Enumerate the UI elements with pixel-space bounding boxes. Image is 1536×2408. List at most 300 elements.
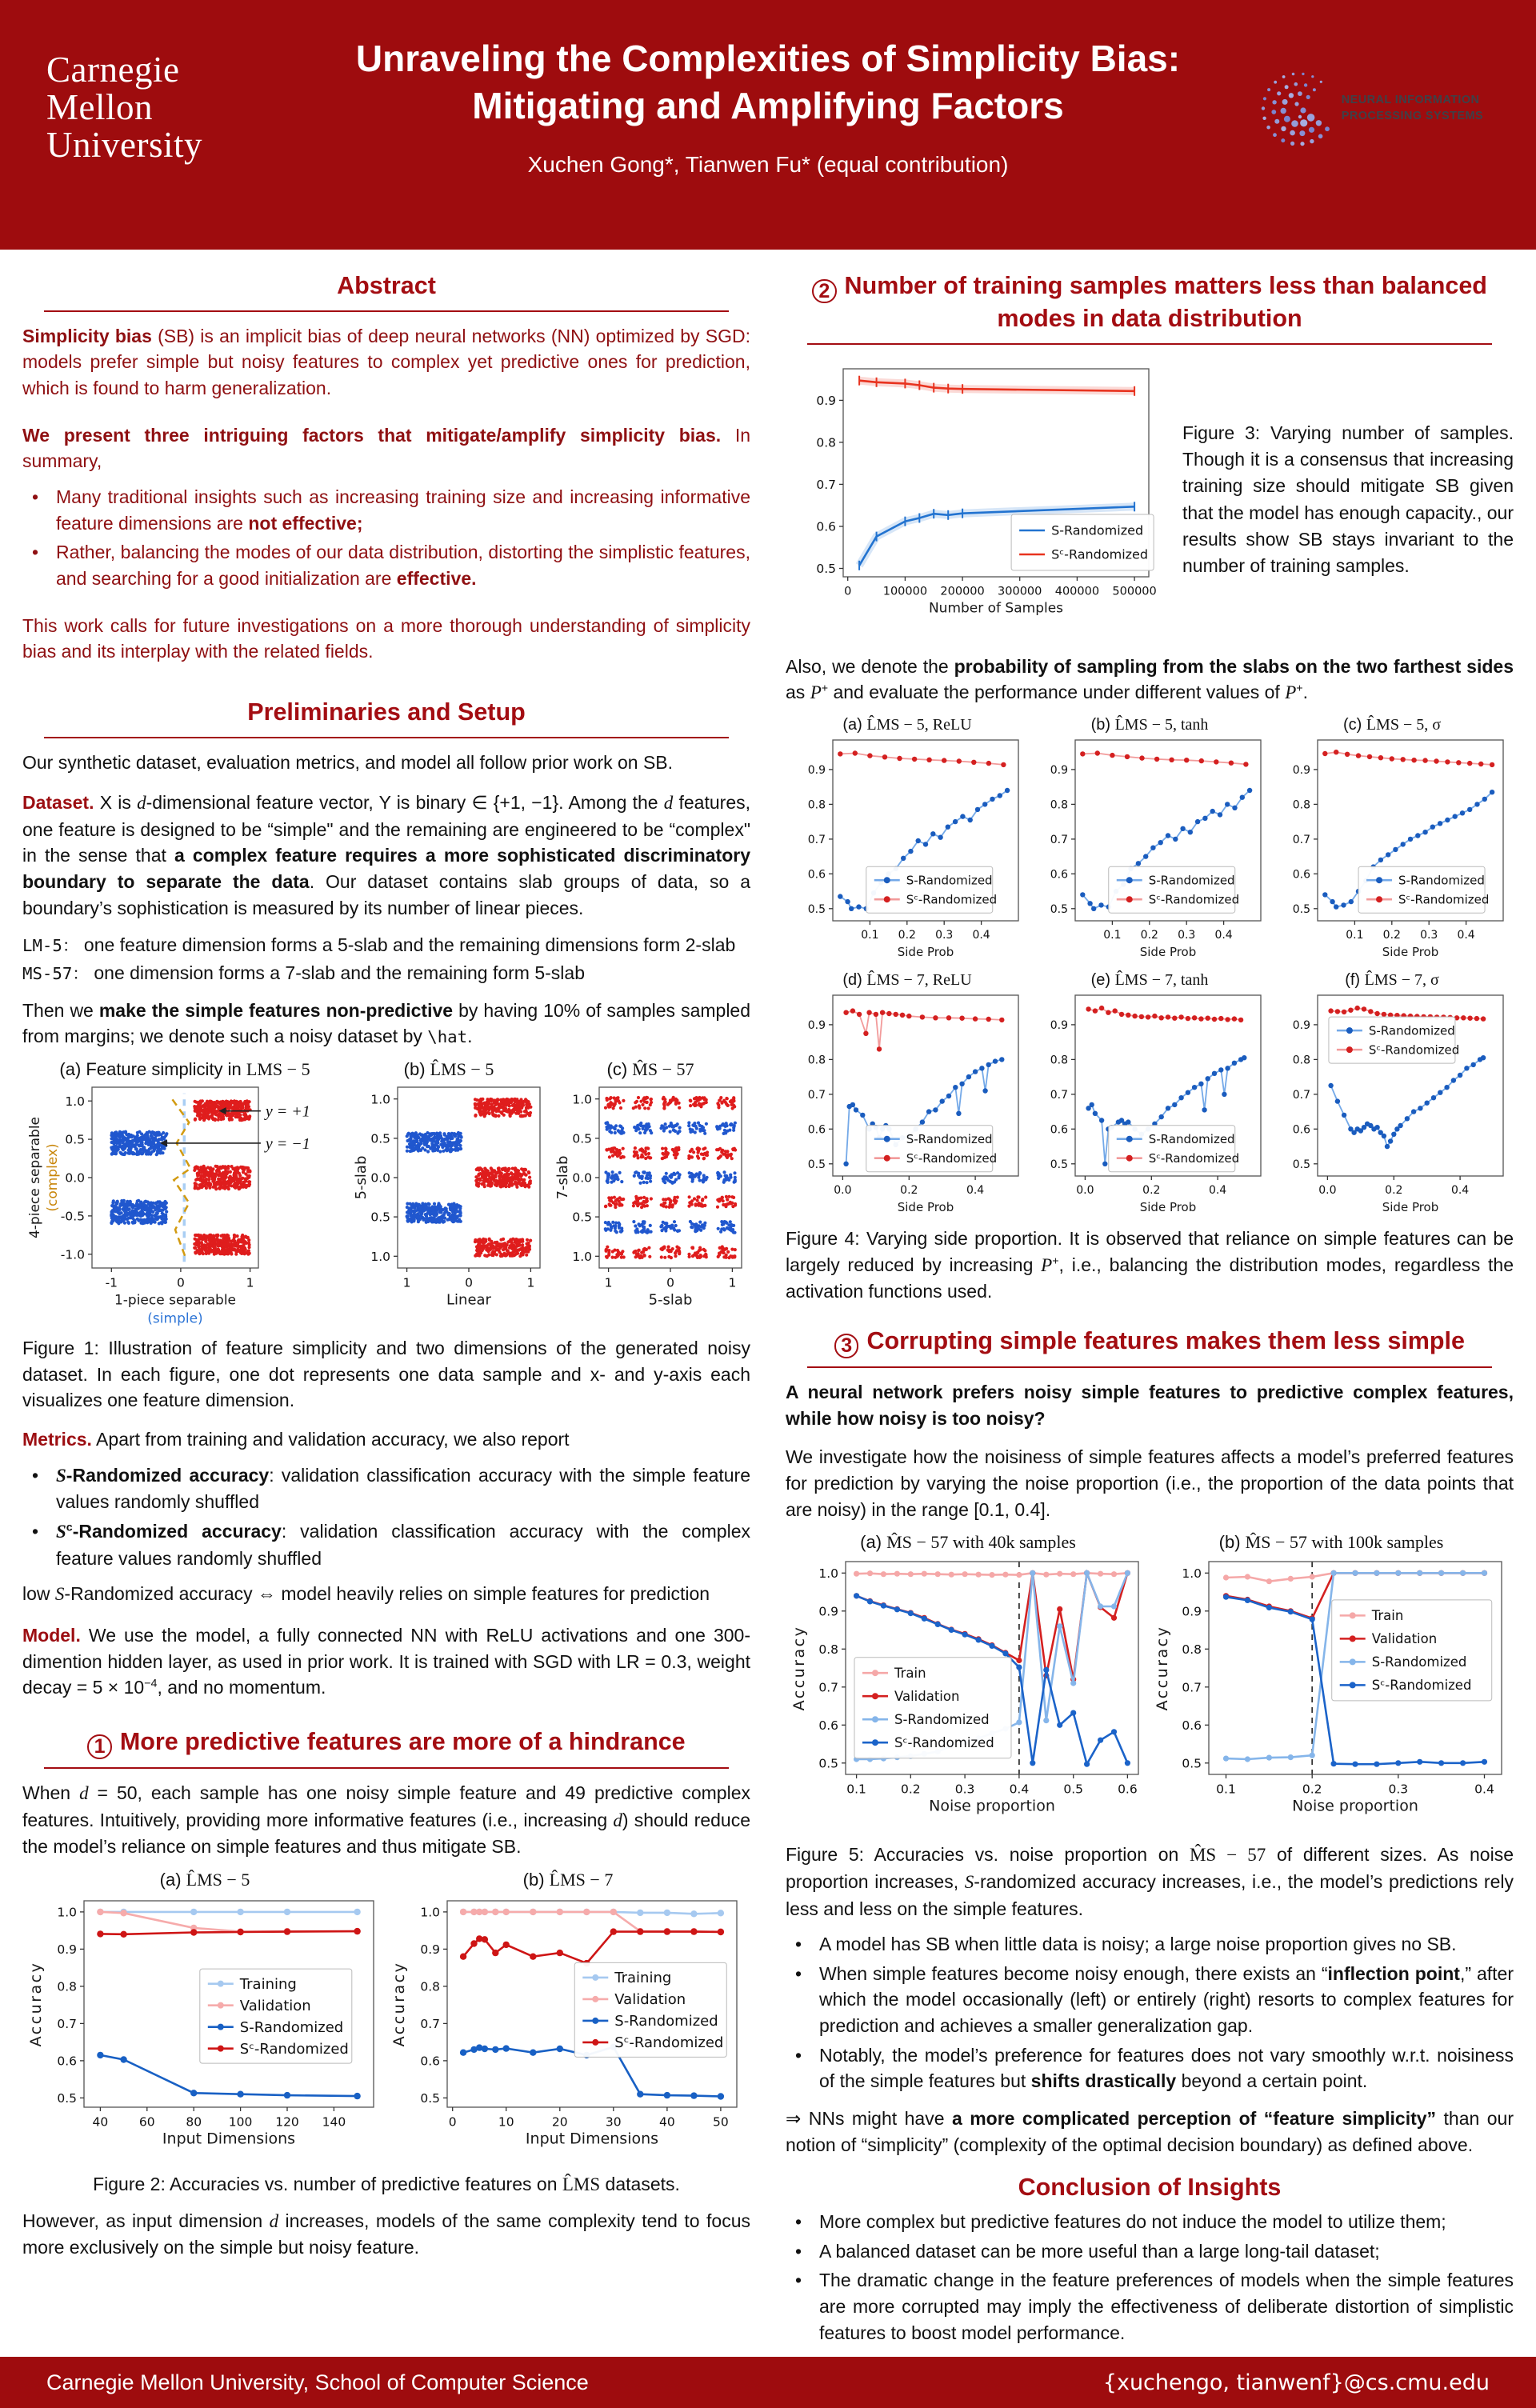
svg-text:0.4: 0.4 xyxy=(1450,1183,1470,1197)
svg-text:S-Randomized: S-Randomized xyxy=(1371,1654,1467,1670)
svg-text:1: 1 xyxy=(402,1275,411,1290)
svg-text:5-slab: 5-slab xyxy=(648,1291,693,1309)
conclusion-heading: Conclusion of Insights xyxy=(1018,2174,1282,2202)
svg-text:1: 1 xyxy=(728,1275,737,1290)
prelim-nonpredictive: Then we make the simple features non-predictive by having 10% of samples sampled from margins; we denote such a noisy dataset by \hat. xyxy=(22,999,751,1047)
svg-text:Train: Train xyxy=(894,1666,926,1682)
svg-text:0.5: 0.5 xyxy=(370,1210,390,1225)
svg-text:0.6: 0.6 xyxy=(1050,1123,1068,1137)
figure2a-title: (a) L̂MS − 5 xyxy=(159,1869,250,1890)
svg-text:0.7: 0.7 xyxy=(816,477,836,492)
figure4a-title: (a) L̂MS − 5, ReLU xyxy=(842,715,972,734)
svg-text:0.0: 0.0 xyxy=(1318,1183,1337,1197)
svg-text:Sᶜ-Randomized: Sᶜ-Randomized xyxy=(1371,1678,1472,1694)
divider xyxy=(44,1767,728,1769)
svg-text:0.6: 0.6 xyxy=(816,519,836,534)
svg-text:y = −1: y = −1 xyxy=(265,1134,310,1153)
svg-text:0.7: 0.7 xyxy=(1292,833,1310,846)
figure1c-title: (c) M̂S − 57 xyxy=(606,1059,694,1080)
svg-text:0.2: 0.2 xyxy=(1142,1183,1161,1197)
conclusion-bullets xyxy=(786,2209,1514,2346)
section1-heading-text: More predictive features are more of a hindrance xyxy=(119,1727,686,1755)
svg-text:0.9: 0.9 xyxy=(1050,763,1068,777)
figure5 xyxy=(786,1532,1514,1832)
footer xyxy=(0,2357,1536,2408)
svg-text:Side Prob: Side Prob xyxy=(897,1199,954,1214)
figure4c xyxy=(1274,716,1510,964)
abstract-bullet: • Many traditional insights such as increasing training size and increasing informative feature dimensions are not effective; xyxy=(22,484,750,536)
abstract-body xyxy=(22,323,750,665)
svg-text:0.9: 0.9 xyxy=(807,1018,826,1032)
svg-text:0.4: 0.4 xyxy=(1208,1183,1227,1197)
conclusion-bullet: • The dramatic change in the feature preferences of models when the simple features are more corrupted may imply the effectiveness of deliberate distortion of simplistic features to boost model performance. xyxy=(786,2267,1514,2346)
svg-text:0.5: 0.5 xyxy=(807,902,826,916)
svg-text:Validation: Validation xyxy=(1371,1631,1438,1647)
svg-text:0.2: 0.2 xyxy=(1302,1782,1322,1797)
figure4 xyxy=(786,716,1514,1219)
svg-text:S-Randomized: S-Randomized xyxy=(1148,873,1235,888)
svg-text:0.5: 0.5 xyxy=(1182,1756,1202,1771)
figure4d-chart xyxy=(790,990,1025,1219)
section1-heading xyxy=(22,1726,750,1759)
prelim-intro: Our synthetic dataset, evaluation metrics, and model all follow prior work on SB. xyxy=(22,751,674,773)
section3-bullets xyxy=(786,1931,1514,2094)
neurips-logo-text xyxy=(1342,92,1483,125)
svg-text:1-piece separable: 1-piece separable xyxy=(114,1292,237,1309)
svg-text:0.6: 0.6 xyxy=(1118,1782,1138,1797)
svg-text:300000: 300000 xyxy=(998,585,1042,598)
side-prob-paragraph: Also, we denote the probability of sampling from the slabs on the two farthest sides as P+ and evaluate the performance under different values of P+. xyxy=(786,655,1514,703)
divider xyxy=(807,343,1491,345)
svg-text:0.6: 0.6 xyxy=(420,2054,440,2069)
svg-text:1.0: 1.0 xyxy=(370,1249,390,1264)
svg-text:0.3: 0.3 xyxy=(954,1782,975,1797)
figure1b xyxy=(351,1059,546,1330)
svg-text:0.9: 0.9 xyxy=(818,1604,838,1619)
svg-text:80: 80 xyxy=(186,2114,202,2130)
svg-text:1.0: 1.0 xyxy=(420,1905,440,1920)
svg-text:Training: Training xyxy=(239,1975,297,1993)
figure4f xyxy=(1274,971,1510,1219)
svg-text:Side Prob: Side Prob xyxy=(897,944,954,959)
section2-heading-text: Number of training samples matters less than balanced modes in data distribution xyxy=(844,272,1487,332)
svg-text:Sᶜ-Randomized: Sᶜ-Randomized xyxy=(906,892,998,907)
abstract-bullets xyxy=(22,484,750,592)
svg-text:500000: 500000 xyxy=(1112,585,1157,598)
svg-text:0.2: 0.2 xyxy=(900,1183,918,1197)
svg-text:Validation: Validation xyxy=(894,1689,960,1705)
svg-text:0.3: 0.3 xyxy=(935,928,954,942)
svg-text:0.1: 0.1 xyxy=(1103,928,1122,942)
svg-text:0.9: 0.9 xyxy=(816,393,836,408)
svg-text:30: 30 xyxy=(605,2114,622,2130)
svg-text:0.5: 0.5 xyxy=(57,2090,77,2106)
figure4d xyxy=(790,971,1025,1219)
svg-text:Noise proportion: Noise proportion xyxy=(1292,1797,1418,1815)
metrics-lead: Metrics. Apart from training and validation accuracy, we also report xyxy=(22,1429,570,1450)
svg-text:0.6: 0.6 xyxy=(1182,1718,1202,1734)
footer-affiliation: Carnegie Mellon University, School of Computer Science xyxy=(46,2370,589,2394)
svg-text:100000: 100000 xyxy=(882,585,928,598)
svg-text:400000: 400000 xyxy=(1054,585,1100,598)
figure4b-title: (b) L̂MS − 5, tanh xyxy=(1090,715,1209,734)
svg-text:0.5: 0.5 xyxy=(420,2090,440,2106)
figure4-caption: Figure 4: Varying side proportion. It is observed that reliance on simple features can be largely reduced by increasing P+, i.e., balancing the distribution modes, regardless the activation functions used. xyxy=(786,1227,1514,1302)
svg-text:1.0: 1.0 xyxy=(572,1249,592,1264)
poster-title-line2: Mitigating and Amplifying Factors xyxy=(472,84,1064,126)
model-paragraph: Model. We use the model, a fully connected NN with ReLU activations and one 300-dimention hidden layer, as used in prior work. It is trained with SGD with LR = 0.3, weight decay = $5 \times 10^{-4}$, and no momentum. xyxy=(22,1624,750,1698)
svg-text:0.6: 0.6 xyxy=(818,1718,838,1734)
divider xyxy=(807,1366,1491,1368)
figure2 xyxy=(22,1870,750,2166)
svg-text:Number of Samples: Number of Samples xyxy=(928,600,1064,617)
prelim-heading: Preliminaries and Setup xyxy=(247,698,526,726)
svg-text:0.1: 0.1 xyxy=(861,928,879,942)
svg-text:0.9: 0.9 xyxy=(420,1942,440,1957)
left-column xyxy=(22,254,750,2354)
figure2-caption: Figure 2: Accuracies vs. number of predictive features on L̂MS datasets. xyxy=(93,2173,680,2194)
svg-text:0.9: 0.9 xyxy=(807,763,826,777)
abstract-p1: Simplicity bias (SB) is an implicit bias of deep neural networks (NN) optimized by SGD: models prefer simple but noisy features to complex yet predictive ones for prediction, which is found to harm generalization. xyxy=(22,325,750,398)
svg-text:1.0: 1.0 xyxy=(370,1092,390,1107)
figure4f-chart xyxy=(1274,990,1510,1219)
svg-text:0.6: 0.6 xyxy=(807,868,826,882)
svg-text:0.8: 0.8 xyxy=(1050,798,1068,812)
svg-text:Accuracy: Accuracy xyxy=(390,1961,408,2047)
cmu-logo-line: University xyxy=(46,124,202,165)
figure2b-chart xyxy=(390,1891,746,2166)
svg-text:Sᶜ-Randomized: Sᶜ-Randomized xyxy=(1148,1150,1240,1166)
svg-text:Linear: Linear xyxy=(446,1291,491,1309)
svg-text:0.2: 0.2 xyxy=(1385,1183,1403,1197)
section3-heading xyxy=(786,1326,1514,1358)
svg-text:40: 40 xyxy=(659,2114,675,2130)
svg-text:0.8: 0.8 xyxy=(816,435,836,450)
svg-text:S-Randomized: S-Randomized xyxy=(894,1712,990,1728)
metrics-bullet: • $S^c$-Randomized accuracy: validation classification accuracy with the complex feature values randomly shuffled xyxy=(22,1518,750,1571)
svg-text:0.8: 0.8 xyxy=(57,1979,77,1994)
authors: Xuchen Gong*, Tianwen Fu* (equal contribution) xyxy=(527,151,1009,177)
svg-text:(complex): (complex) xyxy=(45,1143,61,1212)
figure1a-chart xyxy=(25,1081,345,1330)
figure2a-chart xyxy=(26,1891,383,2166)
svg-text:Validation: Validation xyxy=(614,1991,686,2009)
conclusion-bullet: • A balanced dataset can be more useful than a large long-tail dataset; xyxy=(786,2238,1514,2265)
figure4d-title: (d) L̂MS − 7, ReLU xyxy=(842,970,972,989)
figure1c xyxy=(553,1059,748,1330)
header xyxy=(0,0,1536,250)
svg-text:1: 1 xyxy=(246,1275,254,1290)
svg-text:60: 60 xyxy=(138,2114,155,2130)
svg-text:20: 20 xyxy=(551,2114,568,2130)
right-column xyxy=(786,254,1514,2354)
svg-text:Sᶜ-Randomized: Sᶜ-Randomized xyxy=(614,2034,724,2052)
svg-text:0.0: 0.0 xyxy=(834,1183,852,1197)
svg-text:0.8: 0.8 xyxy=(1292,798,1310,812)
svg-text:0.4: 0.4 xyxy=(1457,928,1475,942)
svg-text:1: 1 xyxy=(604,1275,613,1290)
figure2b xyxy=(390,1870,746,2166)
svg-text:0.0: 0.0 xyxy=(370,1170,390,1186)
section1-number: 1 xyxy=(87,1734,112,1759)
svg-text:0.7: 0.7 xyxy=(807,833,826,846)
svg-text:Sᶜ-Randomized: Sᶜ-Randomized xyxy=(906,1150,998,1166)
svg-text:Training: Training xyxy=(614,1970,672,1987)
svg-text:0: 0 xyxy=(844,585,852,598)
svg-text:Side Prob: Side Prob xyxy=(1139,944,1197,959)
svg-text:0.5: 0.5 xyxy=(816,561,836,576)
svg-text:1.0: 1.0 xyxy=(1182,1566,1202,1582)
svg-text:Sᶜ-Randomized: Sᶜ-Randomized xyxy=(239,2040,349,2058)
svg-text:S-Randomized: S-Randomized xyxy=(614,2013,718,2030)
figure4f-title: (f) L̂MS − 7, σ xyxy=(1345,970,1439,989)
figure2b-title: (b) L̂MS − 7 xyxy=(522,1869,614,1890)
section2-heading xyxy=(786,270,1514,335)
metrics-note: low S-Randomized accuracy ⇔ model heavily relies on simple features for prediction xyxy=(22,1583,710,1605)
figure1b-title: (b) L̂MS − 5 xyxy=(403,1059,494,1080)
svg-text:0.6: 0.6 xyxy=(807,1123,826,1137)
svg-text:-1: -1 xyxy=(105,1275,118,1290)
neurips-logo-swirl-icon xyxy=(1255,61,1338,155)
svg-text:0.5: 0.5 xyxy=(370,1131,390,1146)
svg-text:0.5: 0.5 xyxy=(1050,902,1068,916)
svg-text:5-slab: 5-slab xyxy=(353,1155,370,1200)
neurips-logo xyxy=(1255,61,1483,155)
figure4b-chart xyxy=(1032,735,1267,964)
svg-text:0.7: 0.7 xyxy=(1292,1088,1310,1102)
svg-text:120: 120 xyxy=(275,2114,299,2130)
figure4e-chart xyxy=(1032,990,1267,1219)
svg-text:10: 10 xyxy=(498,2114,514,2130)
svg-text:Accuracy: Accuracy xyxy=(790,1625,808,1711)
svg-text:0.3: 0.3 xyxy=(1388,1782,1409,1797)
svg-text:0.9: 0.9 xyxy=(57,1942,77,1957)
svg-text:0.4: 0.4 xyxy=(966,1183,985,1197)
svg-text:(simple): (simple) xyxy=(147,1310,203,1327)
section3-bullet: • A model has SB when little data is noisy; a large noise proportion gives no SB. xyxy=(786,1931,1514,1958)
figure5a-title: (a) M̂S − 57 with 40k samples xyxy=(860,1532,1076,1553)
abstract-p3: This work calls for future investigations on a more thorough understanding of simplicity bias and its interplay with the related fields. xyxy=(22,614,750,662)
neurips-logo-text-line: PROCESSING SYSTEMS xyxy=(1341,110,1483,122)
svg-text:Accuracy: Accuracy xyxy=(27,1961,45,2047)
svg-text:Validation: Validation xyxy=(239,1997,311,2014)
svg-text:-1.0: -1.0 xyxy=(60,1247,85,1262)
svg-text:0: 0 xyxy=(465,1275,473,1290)
section1-outro: However, as input dimension d increases, models of the same complexity tend to focus more exclusively on the simple but noisy feature. xyxy=(22,2210,750,2258)
svg-text:Side Prob: Side Prob xyxy=(1382,1199,1439,1214)
svg-text:1: 1 xyxy=(526,1275,535,1290)
svg-text:50: 50 xyxy=(713,2114,729,2130)
svg-text:0.8: 0.8 xyxy=(818,1642,838,1658)
section3-bullet: • Notably, the model’s preference for features does not vary smoothly w.r.t. noisiness of the simple features but shifts drastically beyond a certain point. xyxy=(786,2042,1514,2094)
svg-text:S-Randomized: S-Randomized xyxy=(906,873,993,888)
svg-text:200000: 200000 xyxy=(940,585,985,598)
figure3-chart xyxy=(792,356,1162,644)
svg-text:0.2: 0.2 xyxy=(1140,928,1158,942)
figure1 xyxy=(22,1059,750,1330)
cmu-logo-line: Carnegie xyxy=(46,50,180,90)
svg-text:0.8: 0.8 xyxy=(807,798,826,812)
svg-text:0.0: 0.0 xyxy=(572,1170,592,1186)
svg-text:0.7: 0.7 xyxy=(818,1680,838,1695)
prelim-lm5: LM-5： one feature dimension forms a 5-slab and the remaining dimensions form 2-slab xyxy=(22,934,736,956)
figure4c-title: (c) L̂MS − 5, σ xyxy=(1342,715,1442,734)
abstract-p2: We present three intriguing factors that mitigate/amplify simplicity bias. In summary, xyxy=(22,424,750,472)
figure4a xyxy=(790,716,1025,964)
svg-text:Sᶜ-Randomized: Sᶜ-Randomized xyxy=(894,1735,994,1751)
svg-text:0.9: 0.9 xyxy=(1182,1604,1202,1619)
section3-implication: ⇒ NNs might have a more complicated perception of “feature simplicity” than our notion of “simplicity” (complexity of the optimal decision boundary) as defined above. xyxy=(786,2108,1514,2155)
svg-text:0.9: 0.9 xyxy=(1292,1018,1310,1032)
main xyxy=(0,250,1536,2354)
svg-text:Accuracy: Accuracy xyxy=(1154,1625,1171,1711)
abstract-bullet: • Rather, balancing the modes of our data distribution, distorting the simplistic features, and searching for a good initialization are effective. xyxy=(22,539,750,591)
figure4e xyxy=(1032,971,1267,1219)
footer-emails: {xuchengo, tianwenf}@cs.cmu.edu xyxy=(1102,2370,1490,2395)
figure1-caption: Figure 1: Illustration of feature simplicity and two dimensions of the generated noisy dataset. In each figure, one dot represents one data sample and x- and y-axis each visualizes one feature dimension. xyxy=(22,1338,750,1411)
svg-text:Sᶜ-Randomized: Sᶜ-Randomized xyxy=(1051,546,1149,562)
svg-text:0.0: 0.0 xyxy=(65,1170,85,1186)
svg-text:0.6: 0.6 xyxy=(1292,868,1310,882)
section1-paragraph: When d = 50, each sample has one noisy simple feature and 49 predictive complex features. Intuitively, providing more informative features (i.e., increasing d) should reduce the model’s reliance on simple features and thus mitigate SB. xyxy=(22,1782,751,1858)
cmu-logo xyxy=(46,51,202,163)
svg-text:0.5: 0.5 xyxy=(1292,1158,1310,1171)
figure4c-chart xyxy=(1274,735,1510,964)
svg-text:0.2: 0.2 xyxy=(900,1782,921,1797)
svg-text:0.5: 0.5 xyxy=(807,1158,826,1171)
divider xyxy=(44,310,728,312)
figure4a-chart xyxy=(790,735,1025,964)
svg-text:0.5: 0.5 xyxy=(818,1756,838,1771)
svg-text:0.7: 0.7 xyxy=(1050,1088,1068,1102)
svg-text:0.5: 0.5 xyxy=(1292,902,1310,916)
svg-text:0.7: 0.7 xyxy=(1182,1680,1202,1695)
svg-text:40: 40 xyxy=(92,2114,109,2130)
svg-text:0.5: 0.5 xyxy=(1050,1158,1068,1171)
svg-text:0.2: 0.2 xyxy=(1382,928,1401,942)
svg-text:S-Randomized: S-Randomized xyxy=(906,1131,993,1146)
svg-text:0.4: 0.4 xyxy=(972,928,990,942)
svg-text:Sᶜ-Randomized: Sᶜ-Randomized xyxy=(1398,892,1490,907)
svg-text:0.5: 0.5 xyxy=(572,1210,592,1225)
svg-text:0.6: 0.6 xyxy=(1050,868,1068,882)
svg-text:100: 100 xyxy=(228,2114,253,2130)
svg-text:0.3: 0.3 xyxy=(1420,928,1438,942)
svg-text:4-piece separable: 4-piece separable xyxy=(27,1117,43,1239)
svg-text:0.5: 0.5 xyxy=(1063,1782,1084,1797)
conclusion-bullet: • More complex but predictive features do not induce the model to utilize them; xyxy=(786,2209,1514,2235)
abstract-heading: Abstract xyxy=(337,272,436,299)
section3-number: 3 xyxy=(834,1334,859,1358)
svg-text:0.9: 0.9 xyxy=(1050,1018,1068,1032)
figure3-caption: Figure 3: Varying number of samples. Though it is a consensus that increasing training size should mitigate SB given that the model has enough capacity., our results show SB stays invariant to the number of training samples. xyxy=(1182,422,1514,577)
svg-text:1.0: 1.0 xyxy=(572,1092,592,1107)
figure5-caption: Figure 5: Accuracies vs. noise proportion on M̂S − 57 of different sizes. As noise proportion increases, S-randomized accuracy increases, i.e., the model’s predictions rely less and less on the simple features. xyxy=(786,1844,1514,1919)
svg-text:0.3: 0.3 xyxy=(1178,928,1196,942)
section3-paragraph: We investigate how the noisiness of simple features affects a model’s preferred features for prediction by varying the noise proportion (i.e., the proportion of the data points that are noisy) in the range [0.1, 0.4]. xyxy=(786,1446,1514,1520)
svg-text:Input Dimensions: Input Dimensions xyxy=(162,2130,296,2148)
svg-text:S-Randomized: S-Randomized xyxy=(1051,522,1144,538)
figure1a-title: (a) Feature simplicity in LMS − 5 xyxy=(59,1059,310,1080)
figure1a xyxy=(25,1059,345,1330)
svg-text:0.8: 0.8 xyxy=(1292,1054,1310,1067)
svg-text:y = +1: y = +1 xyxy=(265,1102,310,1121)
figure5b-title: (b) M̂S − 57 with 100k samples xyxy=(1218,1532,1444,1553)
prelim-dataset: Dataset. X is d-dimensional feature vector, Y is binary ∈ {+1, −1}. Among the d features, one feature is designed to be “simple" and the remaining are engineered to be “complex" in the sense that a complex feature requires a more sophisticated discriminatory boundary to separate the data. Our dataset contains slab groups of data, so a boundary’s sophistication is measured by its number of linear pieces. xyxy=(22,792,750,918)
svg-text:S-Randomized: S-Randomized xyxy=(1148,1131,1235,1146)
svg-text:0.5: 0.5 xyxy=(572,1131,592,1146)
svg-text:0.4: 0.4 xyxy=(1214,928,1233,942)
svg-text:0.8: 0.8 xyxy=(1050,1054,1068,1067)
figure5a xyxy=(790,1532,1146,1832)
svg-text:0.5: 0.5 xyxy=(65,1132,85,1147)
svg-text:0.8: 0.8 xyxy=(807,1054,826,1067)
svg-text:1.0: 1.0 xyxy=(65,1094,85,1109)
svg-text:0.4: 0.4 xyxy=(1474,1782,1494,1797)
svg-text:Train: Train xyxy=(1371,1608,1404,1624)
svg-text:Side Prob: Side Prob xyxy=(1382,944,1439,959)
figure1c-chart xyxy=(553,1081,748,1330)
svg-text:1.0: 1.0 xyxy=(57,1905,77,1920)
metrics-bullets xyxy=(22,1462,750,1572)
svg-text:140: 140 xyxy=(322,2114,346,2130)
svg-text:0.4: 0.4 xyxy=(1009,1782,1030,1797)
section3-question: A neural network prefers noisy simple features to predictive complex features, while how noisy is too noisy? xyxy=(786,1381,1514,1429)
prelim-ms57: MS-57： one dimension forms a 7-slab and the remaining form 5-slab xyxy=(22,962,586,984)
svg-text:Sᶜ-Randomized: Sᶜ-Randomized xyxy=(1368,1042,1460,1058)
svg-text:Input Dimensions: Input Dimensions xyxy=(525,2130,659,2148)
svg-text:0.7: 0.7 xyxy=(1050,833,1068,846)
svg-text:0.2: 0.2 xyxy=(898,928,916,942)
svg-text:0.6: 0.6 xyxy=(1292,1123,1310,1137)
figure1b-chart xyxy=(351,1081,546,1330)
svg-text:0.1: 0.1 xyxy=(1216,1782,1236,1797)
svg-text:0.6: 0.6 xyxy=(57,2054,77,2069)
section2-number: 2 xyxy=(812,279,837,304)
svg-text:0.0: 0.0 xyxy=(1076,1183,1094,1197)
svg-text:0.1: 0.1 xyxy=(846,1782,866,1797)
svg-text:0: 0 xyxy=(448,2114,457,2130)
figure5b xyxy=(1153,1532,1510,1832)
divider xyxy=(44,737,728,738)
section3-heading-text: Corrupting simple features makes them less simple xyxy=(866,1326,1465,1354)
svg-text:0.8: 0.8 xyxy=(420,1979,440,1994)
figure5a-chart xyxy=(790,1554,1146,1832)
svg-text:0.7: 0.7 xyxy=(57,2016,77,2031)
neurips-logo-text-line: NEURAL INFORMATION xyxy=(1341,93,1480,106)
svg-text:0.7: 0.7 xyxy=(420,2016,440,2031)
metrics-bullet: • S-Randomized accuracy: validation classification accuracy with the simple feature values randomly shuffled xyxy=(22,1462,750,1515)
svg-text:S-Randomized: S-Randomized xyxy=(1398,873,1485,888)
svg-text:-0.5: -0.5 xyxy=(60,1209,85,1224)
svg-text:0.9: 0.9 xyxy=(1292,763,1310,777)
svg-text:0.1: 0.1 xyxy=(1346,928,1364,942)
svg-text:S-Randomized: S-Randomized xyxy=(1368,1023,1455,1038)
figure5b-chart xyxy=(1153,1554,1510,1832)
figure4b xyxy=(1032,716,1267,964)
figure2a xyxy=(26,1870,383,2166)
section3-bullet: • When simple features become noisy enough, there exists an “inflection point,” after which the model occasionally (left) or entirely (right) resorts to complex features for prediction and achieves a smaller generalization gap. xyxy=(786,1961,1514,2039)
figure3 xyxy=(786,356,1514,644)
svg-text:Noise proportion: Noise proportion xyxy=(929,1797,1055,1815)
svg-text:0: 0 xyxy=(176,1275,185,1290)
poster-title-line1: Unraveling the Complexities of Simplicity Bias: xyxy=(355,38,1181,79)
svg-text:Sᶜ-Randomized: Sᶜ-Randomized xyxy=(1148,892,1240,907)
cmu-logo-line: Mellon xyxy=(46,86,153,127)
svg-text:7-slab: 7-slab xyxy=(554,1155,571,1200)
svg-text:0.7: 0.7 xyxy=(807,1088,826,1102)
svg-text:0.8: 0.8 xyxy=(1182,1642,1202,1658)
